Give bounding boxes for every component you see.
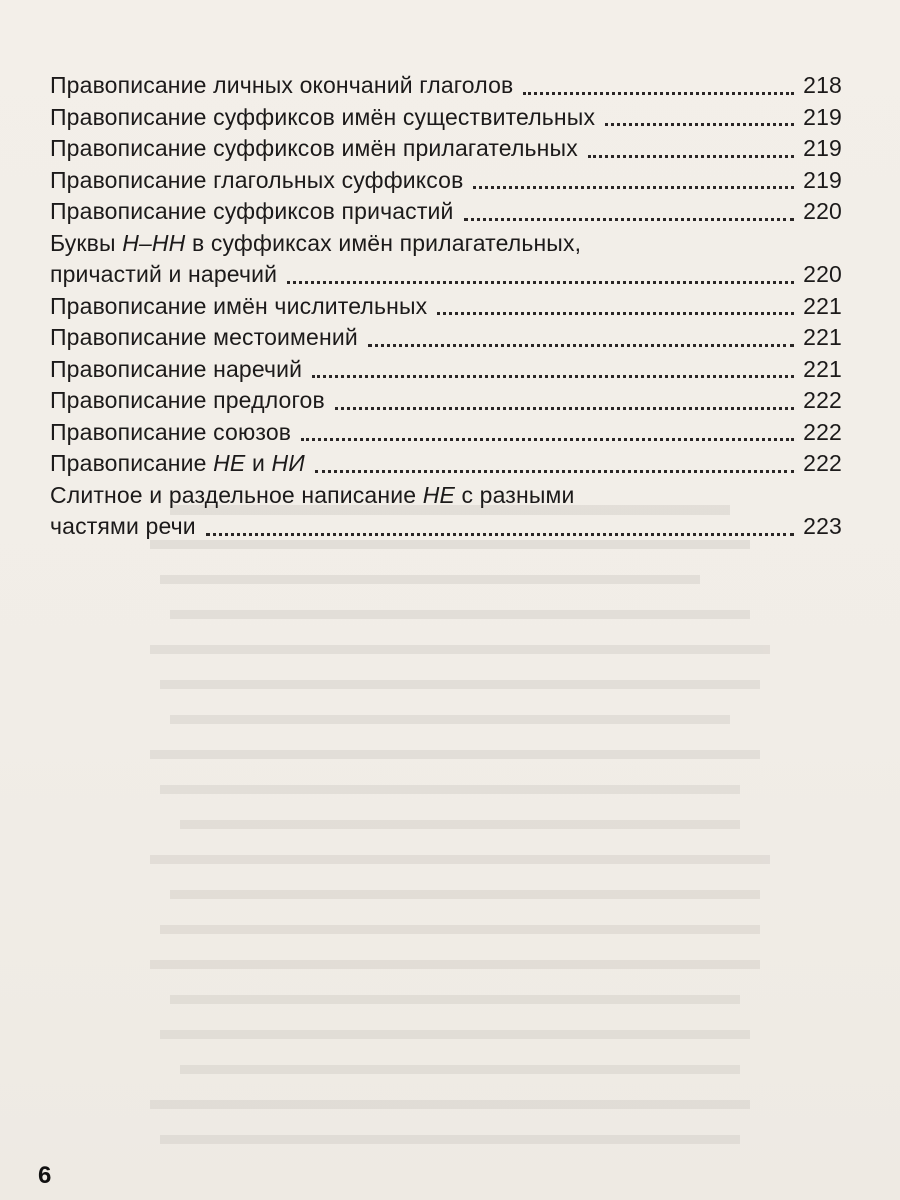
toc-entry-page: 222 [803,450,842,476]
dot-leader [437,312,794,315]
toc-entry [50,417,842,449]
toc-entry-title [50,480,842,512]
dot-leader [335,407,794,410]
toc-entry [50,354,842,386]
toc-entry-title [50,228,842,260]
toc-entry-page: 221 [803,355,842,382]
toc-entry-page: 222 [803,387,842,413]
dot-leader [301,438,794,441]
toc-entry-title-continuation: причастий и наречий [50,261,278,287]
toc-entry [50,448,842,480]
toc-entry-page: 219 [803,166,842,193]
dot-leader [287,281,794,284]
toc-entry-page: 221 [803,292,842,319]
dot-leader [368,344,794,347]
toc-entry-title [50,448,305,480]
toc-entry-page: 218 [803,72,842,98]
dot-leader [523,92,794,95]
title-text: Буквы [50,229,123,256]
dot-leader [464,218,794,221]
title-emphasis: НИ [271,450,305,476]
title-text: с разными [454,481,575,508]
title-text: в суффиксах имён прилагательных, [185,229,582,256]
title-text: Правописание [50,450,214,476]
dot-leader [588,155,794,158]
toc-entry-title: Правописание суффиксов имён существительных [50,103,596,130]
title-text: Слитное и раздельное написание [50,481,423,508]
toc-entry [50,165,842,197]
toc-entry-page: 219 [803,103,842,130]
toc-entry-title: Правописание личных окончаний глаголов [50,72,514,98]
dot-leader [315,470,794,473]
toc-entry-page: 222 [803,418,842,445]
toc-entry [50,322,842,354]
toc-entry-title: Правописание наречий [50,355,303,382]
toc-entry-title: Правописание глагольных суффиксов [50,166,464,193]
title-text: и [245,450,272,476]
toc-entry-page: 223 [803,513,842,539]
dot-leader [473,186,794,189]
title-emphasis: НЕ [213,450,246,476]
toc-entry-title: Правописание предлогов [50,387,325,413]
toc-entry [50,291,842,323]
toc-entry-title: Правописание имён числительных [50,292,428,319]
toc-entry-page: 220 [803,198,842,224]
toc-entry [50,102,842,134]
page-number: 6 [38,1162,52,1189]
toc-entry [50,196,842,228]
table-of-contents [50,70,842,543]
toc-entry-page: 219 [803,135,842,161]
toc-entry [50,70,842,102]
dot-leader [312,375,794,378]
toc-entry-title: Правописание союзов [50,418,292,445]
dot-leader [206,533,794,536]
title-emphasis: НЕ [422,481,455,508]
toc-entry-title-continuation: частями речи [50,513,196,539]
title-emphasis: Н–НН [122,229,186,256]
toc-entry-title: Правописание суффиксов имён прилагательных [50,135,578,161]
toc-entry-title: Правописание местоимений [50,324,358,350]
toc-entry-page: 221 [803,324,842,350]
toc-entry [50,133,842,165]
dot-leader [605,123,794,126]
toc-entry-page: 220 [803,261,842,287]
toc-entry [50,228,842,291]
toc-entry [50,480,842,543]
toc-entry-title: Правописание суффиксов причастий [50,198,454,224]
toc-entry [50,385,842,417]
